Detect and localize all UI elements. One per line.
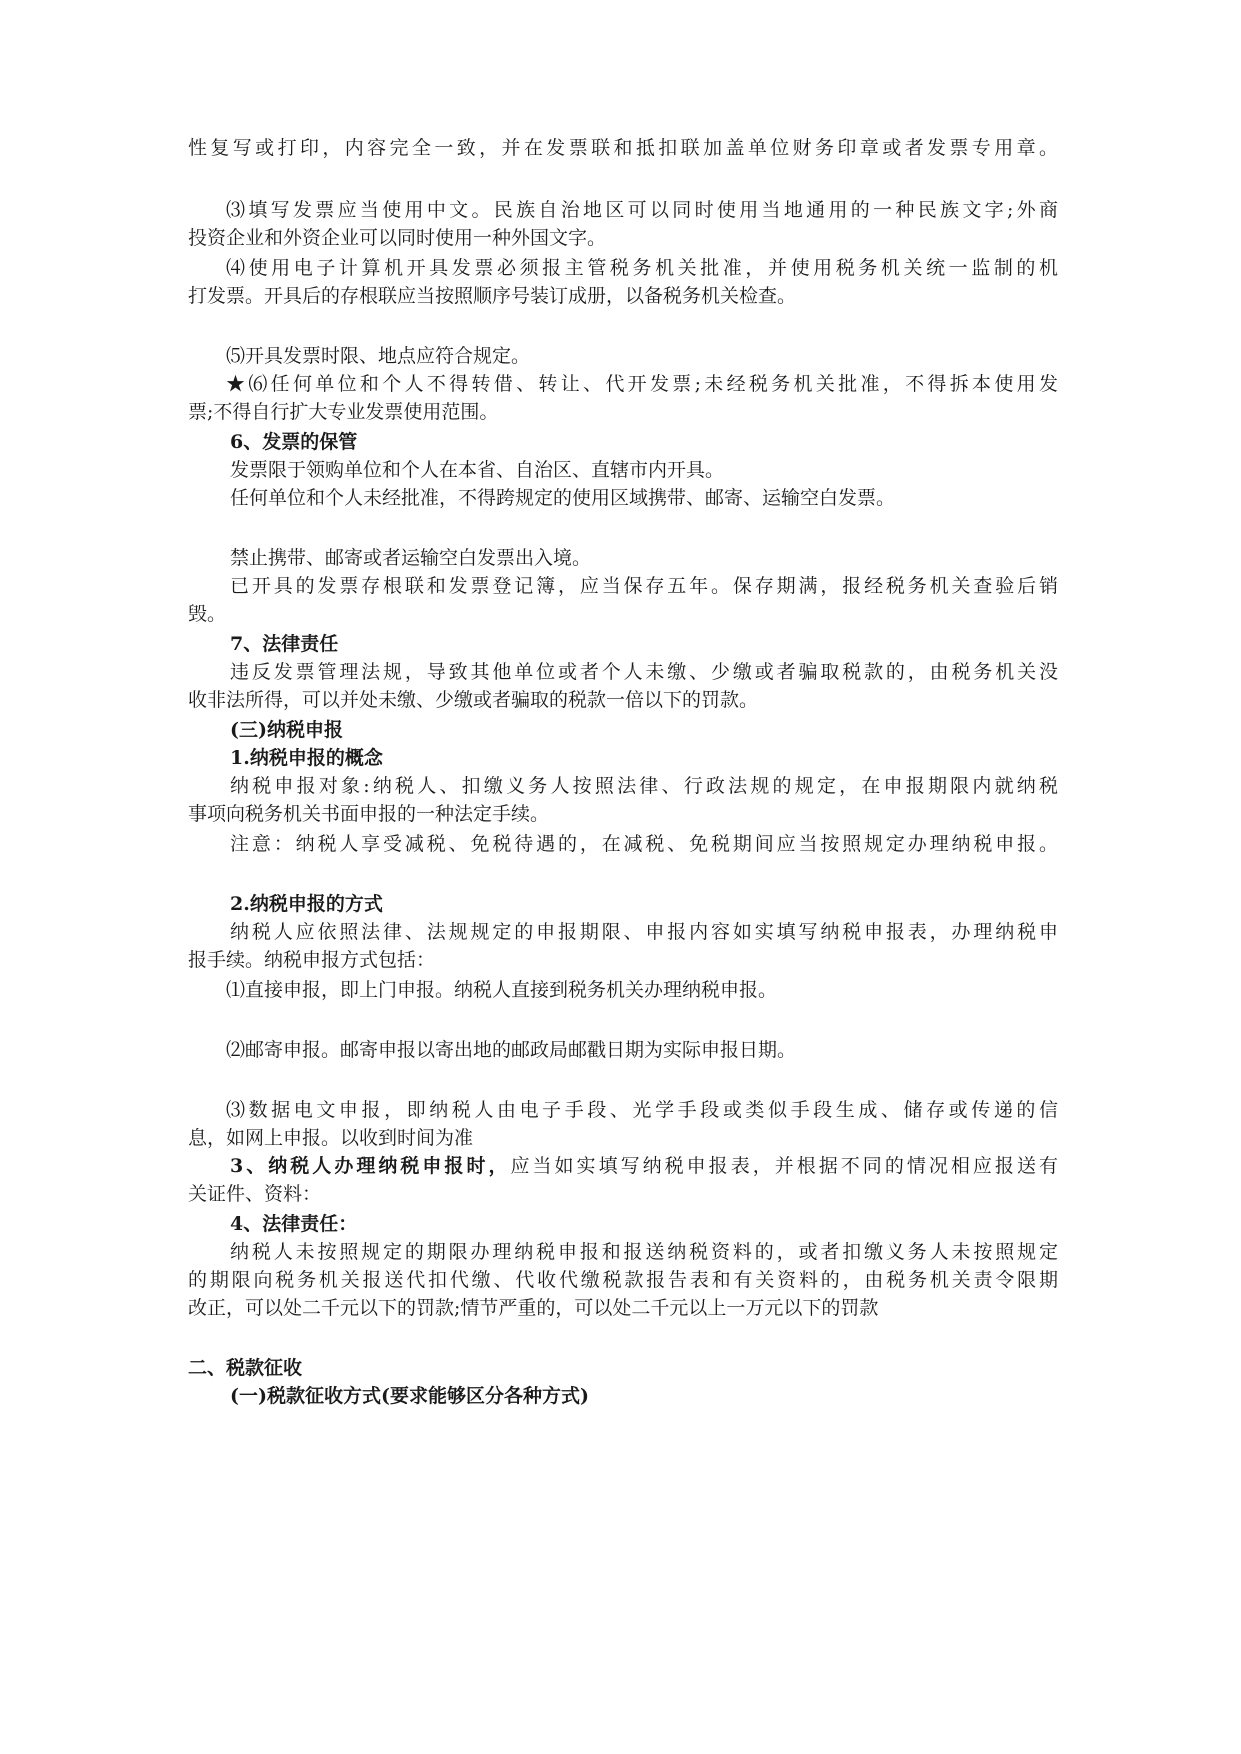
- paragraph-line: 息，如网上申报。以收到时间为准: [188, 1127, 474, 1149]
- paragraph-line: 性复写或打印，内容完全一致，并在发票联和抵扣联加盖单位财务印章或者发票专用章。: [188, 137, 1058, 159]
- paragraph-line: 纳税人未按照规定的期限办理纳税申报和报送纳税资料的，或者扣缴义务人未按照规定: [230, 1241, 1058, 1263]
- paragraph-line: 纳税申报对象:纳税人、扣缴义务人按照法律、行政法规的规定，在申报期限内就纳税: [230, 775, 1058, 797]
- paragraph-line: 打发票。开具后的存根联应当按照顺序号装订成册，以备税务机关检查。: [188, 285, 797, 307]
- paragraph-line: 违反发票管理法规，导致其他单位或者个人未缴、少缴或者骗取税款的，由税务机关没: [230, 661, 1058, 683]
- section-heading: 6、发票的保管: [230, 431, 358, 453]
- chapter-heading: 二、税款征收: [188, 1357, 303, 1379]
- paragraph-line: 注意：纳税人享受减税、免税待遇的，在减税、免税期间应当按照规定办理纳税申报。: [230, 833, 1058, 855]
- paragraph-line: 发票限于领购单位和个人在本省、自治区、直辖市内开具。: [230, 459, 725, 481]
- section-heading: 2.纳税申报的方式: [230, 893, 383, 915]
- paragraph-line: 的期限向税务机关报送代扣代缴、代收代缴税款报告表和有关资料的，由税务机关责令限期: [188, 1269, 1058, 1291]
- inline-text: 应当如实填写纳税申报表，并根据不同的情况相应报送有: [510, 1155, 1058, 1177]
- paragraph-line: ⑷使用电子计算机开具发票必须报主管税务机关批准，并使用税务机关统一监制的机: [226, 257, 1058, 279]
- paragraph-line: 投资企业和外资企业可以同时使用一种外国文字。: [188, 227, 607, 249]
- paragraph-line: 关证件、资料：: [188, 1183, 322, 1205]
- paragraph-line: ⑸开具发票时限、地点应符合规定。: [226, 345, 531, 367]
- section-heading: (一)税款征收方式(要求能够区分各种方式): [230, 1385, 589, 1407]
- paragraph-line: 禁止携带、邮寄或者运输空白发票出入境。: [230, 547, 592, 569]
- paragraph-line: ★⑹任何单位和个人不得转借、转让、代开发票;未经税务机关批准，不得拆本使用发: [226, 373, 1058, 395]
- paragraph-line: [230, 1154, 1058, 1178]
- paragraph-line: 改正，可以处二千元以下的罚款;情节严重的，可以处二千元以上一万元以下的罚款: [188, 1297, 879, 1319]
- paragraph-line: ⑴直接申报，即上门申报。纳税人直接到税务机关办理纳税申报。: [226, 979, 778, 1001]
- section-heading: (三)纳税申报: [230, 719, 343, 741]
- section-heading: 4、法律责任：: [230, 1213, 358, 1235]
- paragraph-line: ⑵邮寄申报。邮寄申报以寄出地的邮政局邮戳日期为实际申报日期。: [226, 1039, 797, 1061]
- paragraph-line: 纳税人应依照法律、法规规定的申报期限、申报内容如实填写纳税申报表，办理纳税申: [230, 921, 1058, 943]
- inline-bold-lead: 3、纳税人办理纳税申报时，: [230, 1155, 511, 1177]
- paragraph-line: 事项向税务机关书面申报的一种法定手续。: [188, 803, 550, 825]
- paragraph-line: 毁。: [188, 603, 227, 625]
- paragraph-line: 任何单位和个人未经批准，不得跨规定的使用区域携带、邮寄、运输空白发票。: [230, 487, 896, 509]
- paragraph-line: 报手续。纳税申报方式包括：: [188, 949, 436, 971]
- paragraph-line: 已开具的发票存根联和发票登记簿，应当保存五年。保存期满，报经税务机关查验后销: [230, 575, 1058, 597]
- section-heading: 1.纳税申报的概念: [230, 747, 383, 769]
- paragraph-line: ⑶填写发票应当使用中文。民族自治地区可以同时使用当地通用的一种民族文字;外商: [226, 199, 1058, 221]
- section-heading: 7、法律责任: [230, 633, 339, 655]
- paragraph-line: 票;不得自行扩大专业发票使用范围。: [188, 401, 499, 423]
- paragraph-line: ⑶数据电文申报，即纳税人由电子手段、光学手段或类似手段生成、储存或传递的信: [226, 1099, 1058, 1121]
- paragraph-line: 收非法所得，可以并处未缴、少缴或者骗取的税款一倍以下的罚款。: [188, 689, 759, 711]
